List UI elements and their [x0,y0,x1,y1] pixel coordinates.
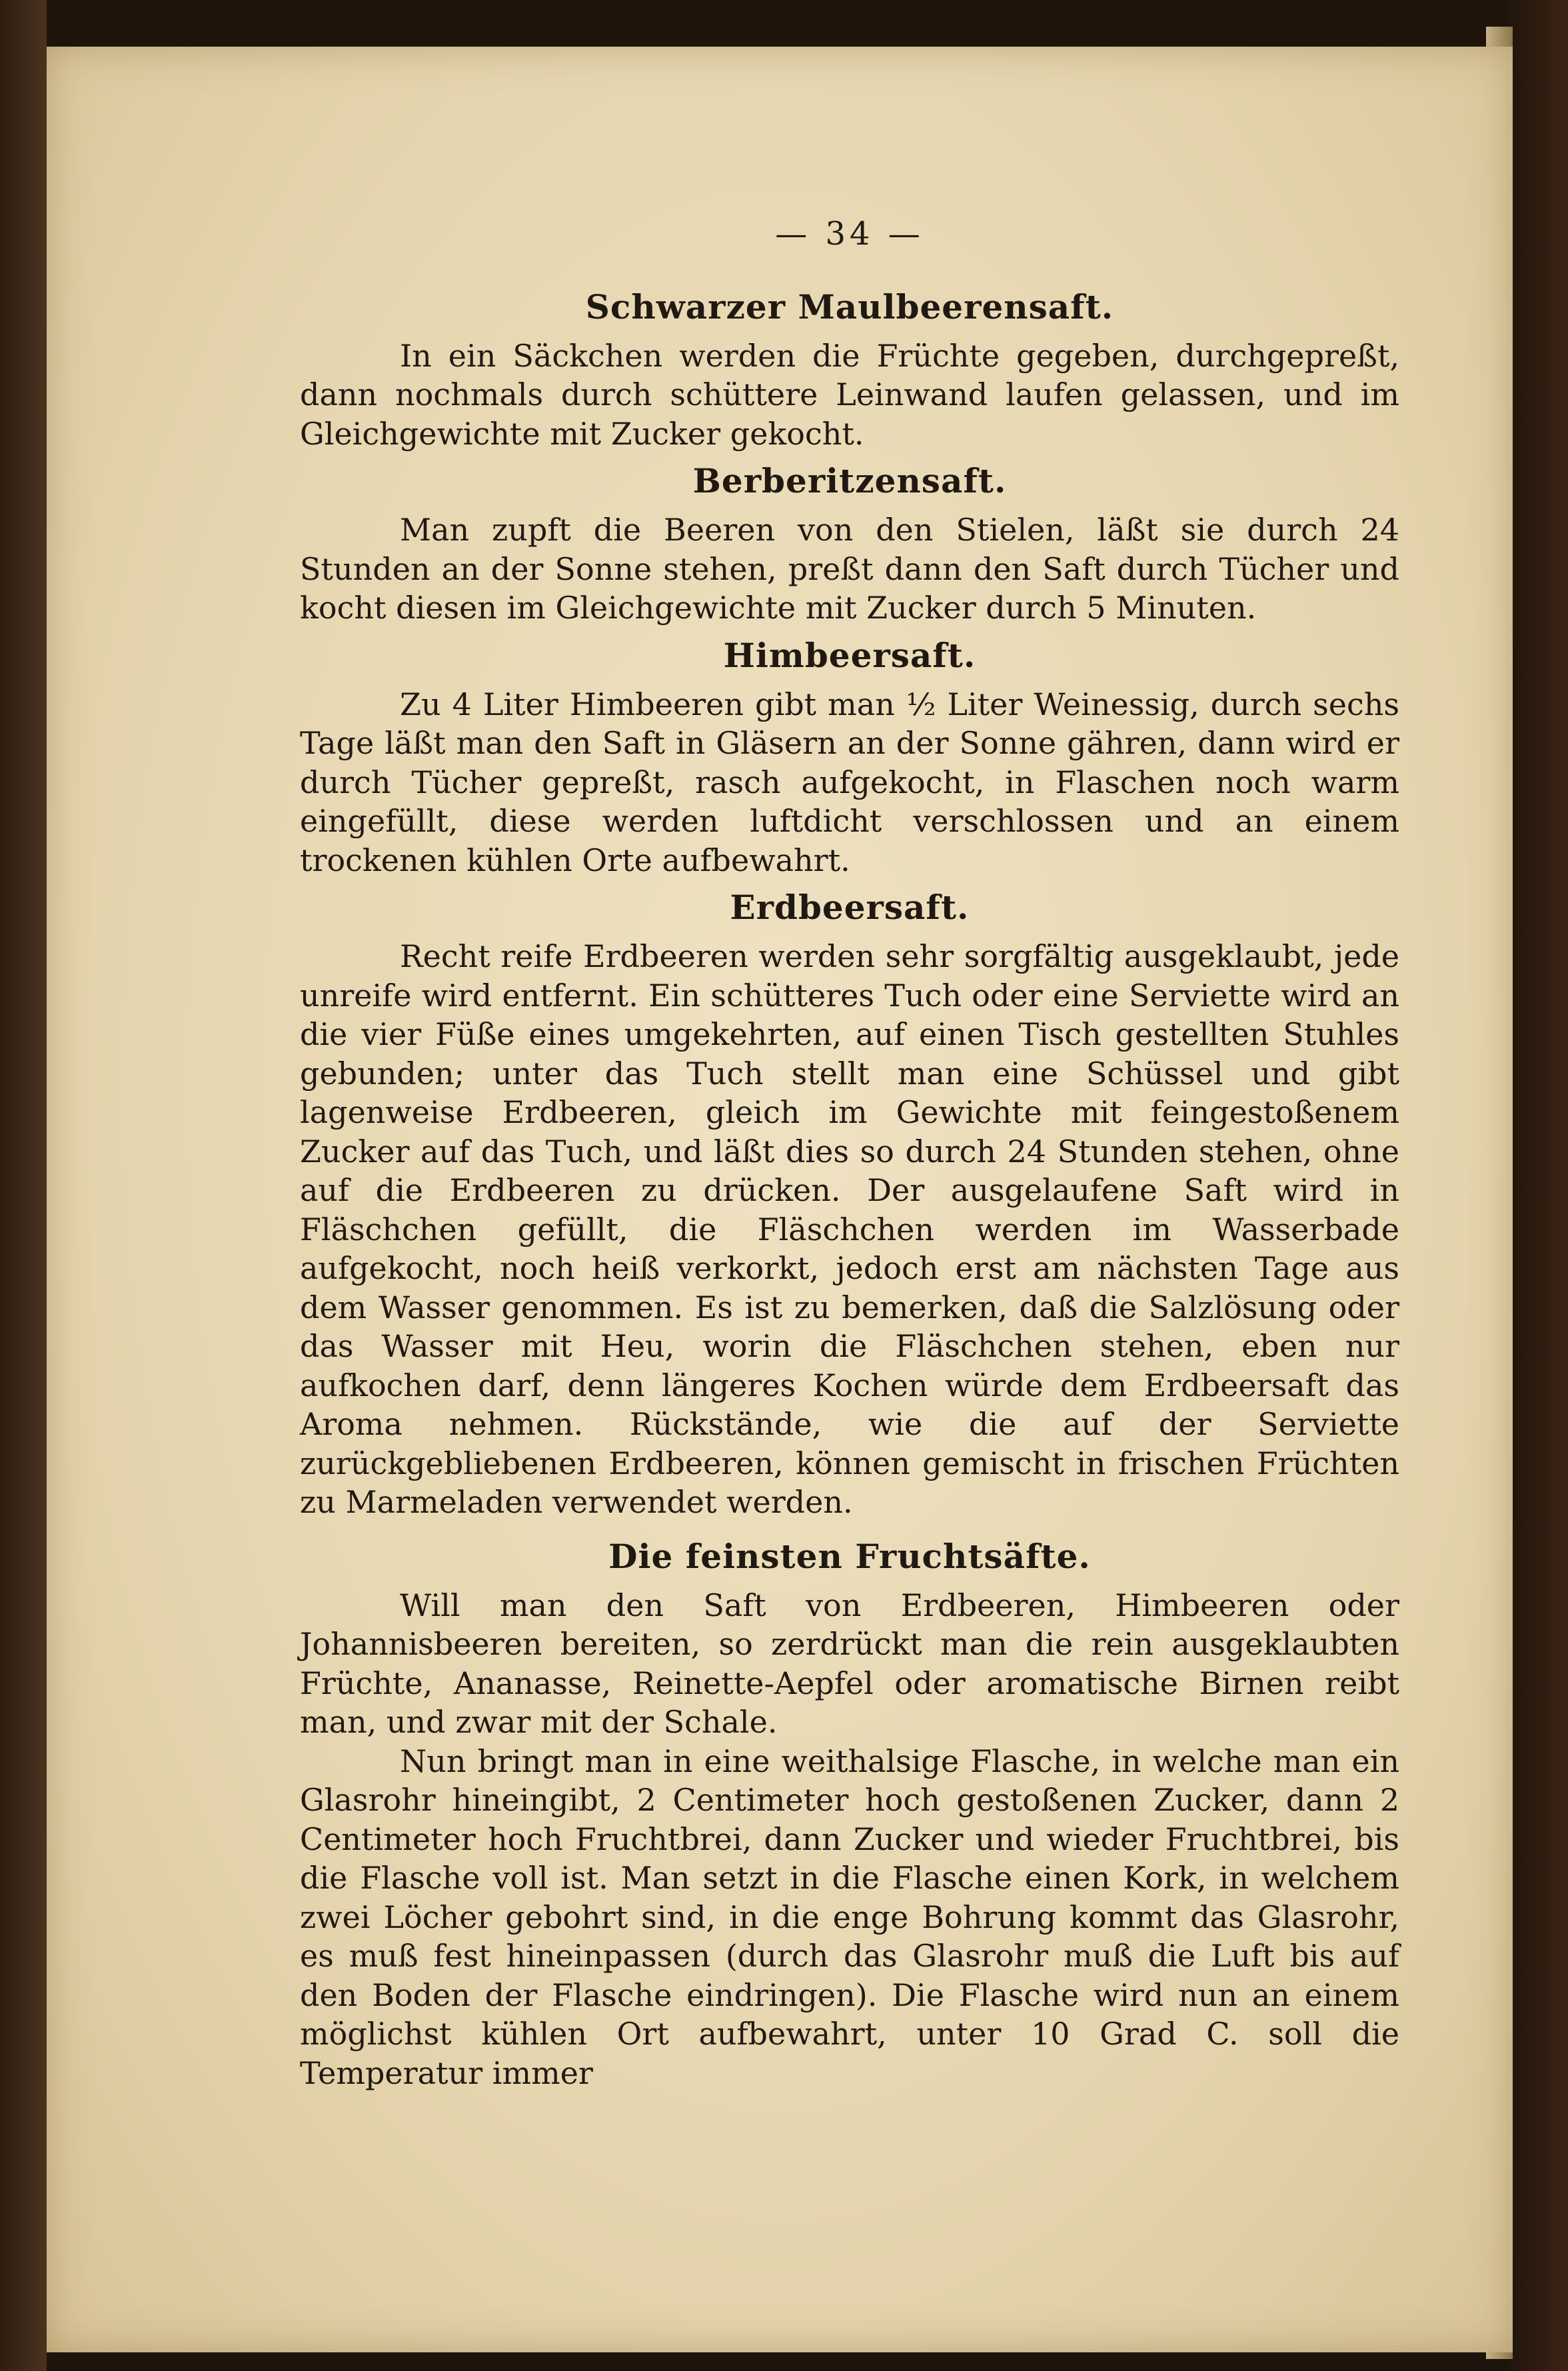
heading-himbeersaft: Himbeersaft. [723,635,976,675]
paragraph-fruchtsaefte-1: Will man den Saft von Erdbeeren, Himbeeren oder Johannisbeeren bereiten, so zerdrückt man die rein ausgeklaubten Früchte, Ananasse, Reinette-Aepfel oder aromatische Birnen reibt man, und zwar mit der Schale. [300,1587,1399,1740]
paragraph-fruchtsaefte-2: Nun bringt man in eine weithalsige Flasche, in welche man ein Glasrohr hineingibt, 2 Centimeter hoch gestoßenen Zucker, dann 2 Centimeter hoch Fruchtbrei, dann Zucker und wieder Fruchtbrei, bis die Flasche voll ist. Man setzt in die Flasche einen Kork, in welchem zwei Löcher gebohrt sind, in die enge Bohrung kommt das Glasrohr, es muß fest hineinpassen (durch das Glasrohr muß die Luft bis auf den Boden der Flasche eindringen). Die Flasche wird nun an einem möglichst kühlen Ort aufbewahrt, unter 10 Grad C. soll die Temperatur immer [300,1743,1399,2091]
heading-fruchtsaefte: Die feinsten Fruchtsäfte. [608,1536,1091,1576]
paragraph-erdbeersaft: Recht reife Erdbeeren werden sehr sorgfältig ausgeklaubt, jede unreife wird entfernt. Ein schütteres Tuch oder eine Serviette wird an die vier Füße eines umgekehrten, auf einen Tisch gestellten Stuhles gebunden; unter das Tuch stellt man eine Schüssel und gibt lagenweise Erdbeeren, gleich im Gewichte mit feingestoßenem Zucker auf das Tuch, und läßt dies so durch 24 Stunden stehen, ohne auf die Erdbeeren zu drücken. Der ausgelaufene Saft wird in Fläschchen gefüllt, die Fläschchen werden im Wasserbade aufgekocht, noch heiß verkorkt, jedoch erst am nächsten Tage aus dem Wasser genommen. Es ist zu bemerken, daß die Salzlösung oder das Wasser mit Heu, worin die Fläschchen stehen, eben nur aufkochen darf, denn längeres Kochen würde dem Erdbeersaft das Aroma nehmen. Rückstände, wie die auf der Serviette zurückgebliebenen Erdbeeren, können gemischt in frischen Früchten zu Marmeladen verwendet werden. [300,938,1399,1520]
paragraph-maulbeerensaft: In ein Säckchen werden die Früchte gegeben, durchgepreßt, dann nochmals durch schüttere Leinwand laufen gelassen, und im Gleichgewichte mit Zucker gekocht. [300,337,1399,452]
paragraph-berberitzensaft: Man zupft die Beeren von den Stielen, läßt sie durch 24 Stunden an der Sonne stehen, preßt dann den Saft durch Tücher und kocht diesen im Gleichgewichte mit Zucker durch 5 Minuten. [300,512,1399,626]
page-number: — 34 — [775,215,924,253]
heading-berberitzensaft: Berberitzensaft. [692,461,1007,500]
paragraph-himbeersaft: Zu 4 Liter Himbeeren gibt man ½ Liter Weinessig, durch sechs Tage läßt man den Saft in Gläsern an der Sonne gähren, dann wird er durch Tücher gepreßt, rasch aufgekocht, in Flaschen noch warm eingefüllt, diese werden luftdicht verschlossen und an einem trockenen kühlen Orte aufbewahrt. [300,686,1399,878]
page-content [300,200,1399,2092]
heading-erdbeersaft: Erdbeersaft. [730,888,970,927]
heading-maulbeerensaft: Schwarzer Maulbeerensaft. [585,287,1114,327]
book-spine [0,0,47,2371]
